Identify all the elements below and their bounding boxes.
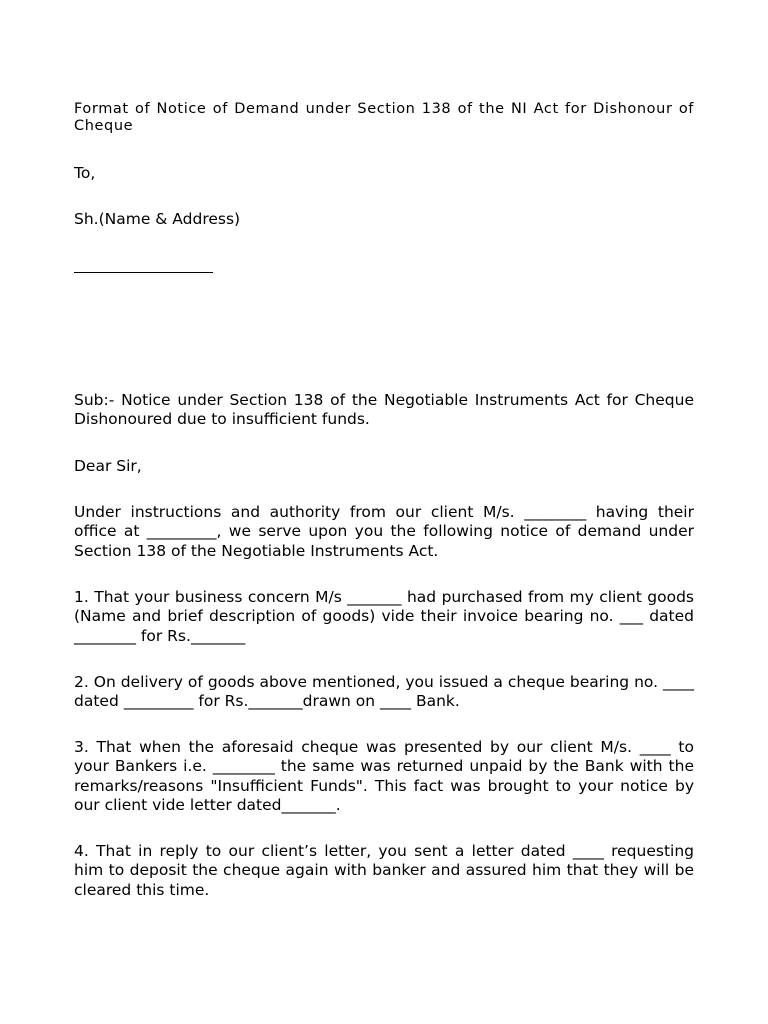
paragraph-1: 1. That your business concern M/s _______ had purchased from my client goods (Name and brief description of goods) vide their invoice bearing no. ___ dated ________ for Rs._______	[74, 588, 694, 645]
paragraph-3: 3. That when the aforesaid cheque was presented by our client M/s. ____ to your Bankers i.e. ________ the same was returned unpaid by the Bank with the remarks/reasons "Insufficient Funds". This fact was brought to your notice by our client vide letter dated_______.	[74, 738, 694, 814]
subject-line: Sub:- Notice under Section 138 of the Negotiable Instruments Act for Cheque Dishonoured due to insufficient funds.	[74, 391, 694, 429]
intro-paragraph: Under instructions and authority from our client M/s. ________ having their office at _________, we serve upon you the following notice of demand under Section 138 of the Negotiable Instruments Act.	[74, 503, 694, 560]
paragraph-2: 2. On delivery of goods above mentioned, you issued a cheque bearing no. ____ dated _________ for Rs._______drawn on ____ Bank.	[74, 673, 694, 711]
to-line: To,	[74, 164, 96, 182]
paragraph-4: 4. That in reply to our client’s letter, you sent a letter dated ____ requesting him to deposit the cheque again with banker and assured him that they will be cleared this time.	[74, 842, 694, 899]
address-blank-line	[74, 272, 213, 273]
addressee-line: Sh.(Name & Address)	[74, 210, 241, 228]
salutation: Dear Sir,	[74, 457, 142, 475]
document-title: Format of Notice of Demand under Section 138 of the NI Act for Dishonour of Cheque	[74, 101, 694, 134]
